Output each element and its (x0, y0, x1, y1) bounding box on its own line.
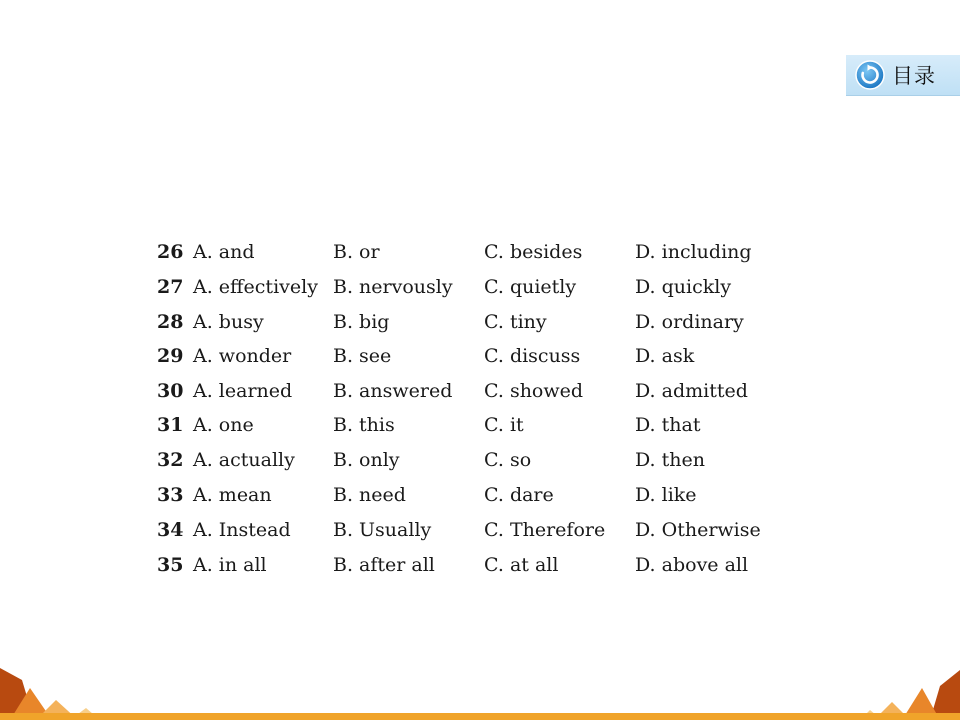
question-number: 31 (157, 414, 184, 436)
option-a: A. actually (193, 449, 295, 471)
question-row (157, 442, 797, 478)
option-c: C. tiny (484, 311, 547, 333)
option-a: A. in all (193, 554, 267, 576)
question-number: 34 (157, 519, 184, 541)
option-b: B. Usually (333, 519, 432, 541)
option-d: D. admitted (635, 380, 748, 402)
option-d: D. Otherwise (635, 519, 761, 541)
question-list (157, 235, 797, 582)
question-row (157, 512, 797, 548)
option-b: B. big (333, 311, 390, 333)
option-c: C. at all (484, 554, 559, 576)
option-a: A. wonder (193, 345, 292, 367)
option-a: A. one (193, 414, 254, 436)
question-number: 27 (157, 276, 184, 298)
option-c: C. dare (484, 484, 554, 506)
question-row (157, 548, 797, 582)
refresh-circle-icon (855, 60, 885, 90)
option-d: D. ask (635, 345, 695, 367)
question-row (157, 305, 797, 339)
option-d: D. quickly (635, 276, 732, 298)
question-row (157, 373, 797, 409)
option-b: B. this (333, 414, 395, 436)
option-b: B. see (333, 345, 392, 367)
option-a: A. busy (193, 311, 264, 333)
question-number: 26 (157, 241, 184, 263)
question-row (157, 409, 797, 442)
toc-button[interactable] (846, 55, 960, 96)
option-d: D. above all (635, 554, 749, 576)
option-b: B. need (333, 484, 406, 506)
option-d: D. like (635, 484, 697, 506)
question-row (157, 235, 797, 269)
option-b: B. only (333, 449, 400, 471)
option-d: D. including (635, 241, 752, 263)
question-row (157, 269, 797, 305)
option-b: B. after all (333, 554, 435, 576)
option-d: D. ordinary (635, 311, 744, 333)
question-number: 35 (157, 554, 184, 576)
option-b: B. or (333, 241, 380, 263)
question-number: 28 (157, 311, 184, 333)
question-number: 32 (157, 449, 184, 471)
option-a: A. Instead (193, 519, 291, 541)
footer-bar (0, 713, 960, 720)
option-c: C. it (484, 414, 524, 436)
question-number: 33 (157, 484, 184, 506)
option-d: D. then (635, 449, 705, 471)
corner-decoration-left (0, 660, 110, 720)
option-b: B. nervously (333, 276, 453, 298)
question-row (157, 478, 797, 512)
option-c: C. discuss (484, 345, 581, 367)
toc-label: 目录 (892, 64, 936, 88)
option-c: C. Therefore (484, 519, 606, 541)
option-c: C. quietly (484, 276, 577, 298)
question-number: 30 (157, 380, 184, 402)
question-row (157, 339, 797, 373)
option-a: A. effectively (193, 276, 318, 298)
question-number: 29 (157, 345, 184, 367)
option-a: A. mean (193, 484, 272, 506)
option-a: A. learned (193, 380, 293, 402)
option-d: D. that (635, 414, 701, 436)
option-c: C. showed (484, 380, 584, 402)
option-c: C. besides (484, 241, 583, 263)
option-c: C. so (484, 449, 532, 471)
option-b: B. answered (333, 380, 453, 402)
option-a: A. and (193, 241, 255, 263)
